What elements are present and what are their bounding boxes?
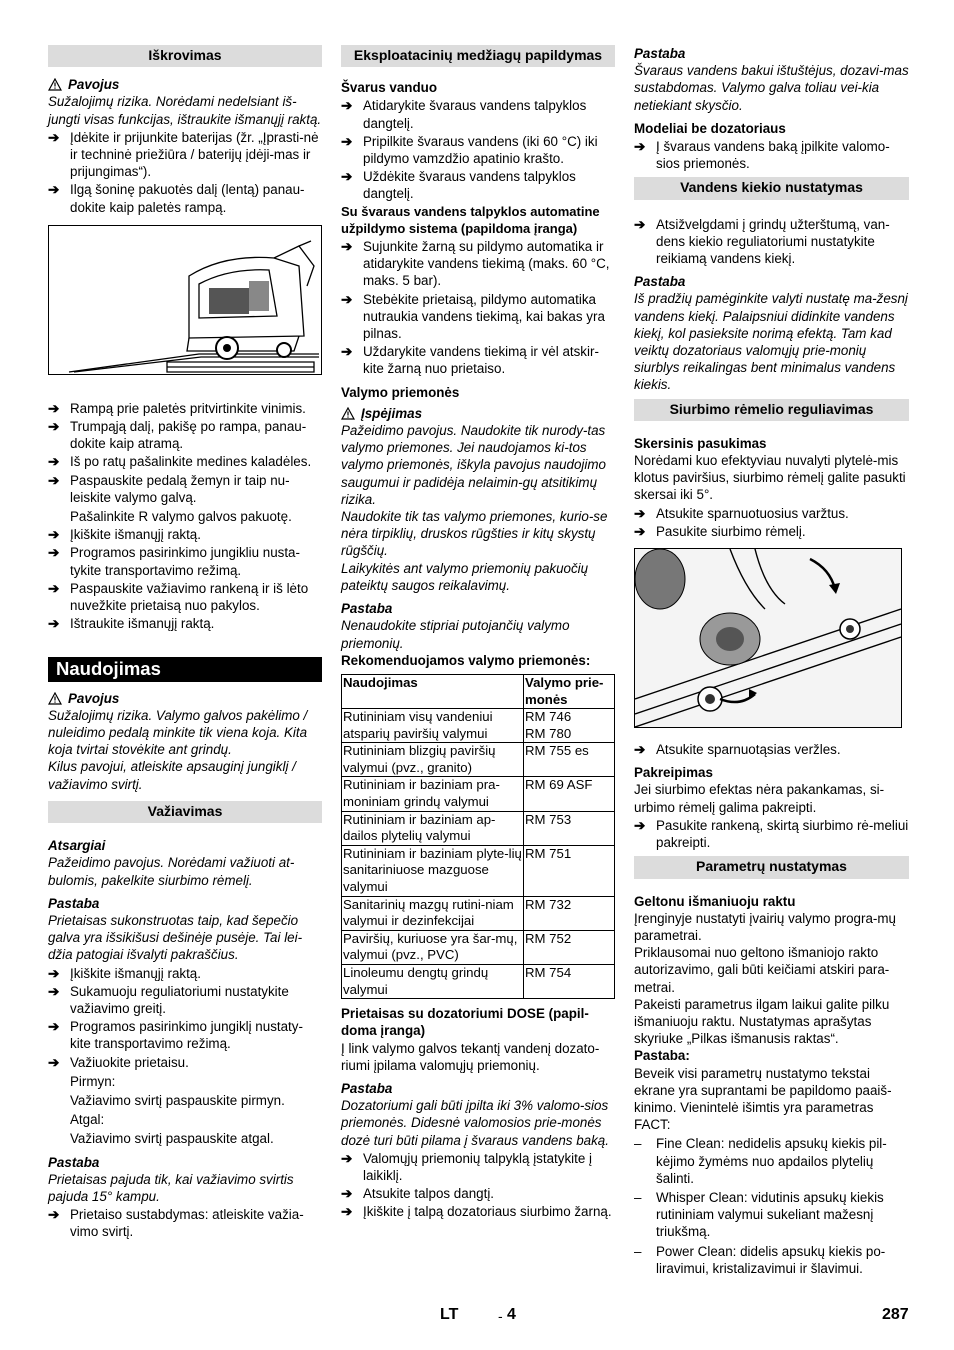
list-item: – Fine Clean: nedidelis apsukų kiekis pil-kėjimo žymėms nuo apdailos plytelių šalinti. (634, 1136, 887, 1186)
chapter-title-naudojimas: Naudojimas (48, 657, 322, 681)
list-item: ➔ Važiuokite prietaisu. (48, 1054, 189, 1070)
table-cell: RM 746 RM 780 (524, 709, 615, 743)
step-list (341, 1150, 615, 1221)
table-row (342, 777, 615, 811)
subheading-auto-fill: Su švaraus vandens talpyklos automatine užpildymo sistema (papildoma įranga) (341, 203, 600, 236)
paragraph: Pakeisti parametrus ilgam laikui galite pilku išmaniuoju raktu. Nustatymas aprašytas skyriuke „Pilkas išmanusis raktas“. (634, 996, 890, 1047)
note-label: Pastaba (634, 46, 686, 61)
step-list (634, 505, 909, 540)
backward-label: Atgal: (70, 1112, 105, 1128)
squeegee-illustration (635, 549, 901, 727)
step-list (341, 238, 615, 378)
list-item: ➔ Atidarykite švaraus vandens talpyklos dangtelį. (341, 98, 587, 131)
paragraph: Priklausomai nuo geltono išmaniojo rakto autorizavimo, gali būti keičiami atskiri para-metrai. (634, 945, 890, 995)
figure-pallet (48, 225, 322, 375)
list-item: ➔ Atsukite talpos dangtį. (341, 1186, 495, 1202)
table-cell: Linoleumu dengtų grindų valymui (342, 965, 524, 999)
detergent-table (341, 674, 615, 999)
subheading-valymo-priemones: Valymo priemonės (341, 384, 460, 400)
warning-triangle-icon (341, 407, 355, 420)
caution-text: Pažeidimo pavojus. Norėdami važiuoti at-bulomis, pakelkite siurbimo rėmelį. (48, 855, 295, 888)
table-cell: RM 752 (524, 930, 615, 964)
backward-text: Važiavimo svirtį paspauskite atgal. (70, 1131, 274, 1147)
warning-text: Naudokite tik tas valymo priemones, kurio-se nėra tirpiklių, druskos rūgšties ir kitų skystų rūgščių. (341, 509, 608, 559)
note-text: Švaraus vandens bakui ištuštėjus, dozavi-mas sustabdomas. Valymo galva toliau vei-kia netiekiant skysčio. (634, 63, 909, 113)
fact-list (634, 1135, 909, 1277)
section-heading-papildymas: Eksploatacinių medžiagų papildymas (341, 45, 615, 67)
note-text: Prietaisas sukonstruotas taip, kad šepečio galva yra išsikišusi dešinėje pusėje. Tai lei-džia patogiai išvalyti pakraščius. (48, 912, 303, 963)
warning-label: Pavojus (68, 77, 120, 93)
list-item: ➔ Trumpąją dalį, pakišę po rampa, panau-dokite kaip atramą. (48, 419, 307, 452)
forward-label: Pirmyn: (70, 1073, 116, 1089)
subheading-pakreipimas: Pakreipimas (634, 765, 713, 781)
list-item: ➔ Įkiškite išmanųjį raktą. (48, 527, 201, 543)
table-cell: Sanitarinių mazgų rutini-niam valymui ir dezinfekcijai (342, 896, 524, 930)
scrubber-machine-illustration (49, 226, 321, 374)
list-item: ➔ Paspauskite važiavimo rankeną ir iš lėto nuvežkite prietaisą nuo pakylos. (48, 580, 309, 614)
danger-warning (48, 690, 322, 707)
note-label: Pastaba (48, 1154, 100, 1170)
cross-text: Norėdami kuo efektyviau nuvalyti plytelė-mis klotus paviršius, siurbimo rėmelį galite pasukti skersai iki 5°. (634, 453, 906, 503)
subheading-no-dose: Modeliai be dozatoriaus (634, 120, 786, 136)
column-right (634, 45, 909, 1277)
note-text: Beveik visi parametrų nustatymo tekstai ekrane yra suprantami be papildomo paaiš-kinimo. Vienintelė išimtis yra parametras FACT: (634, 1065, 892, 1133)
step-list (48, 965, 322, 1071)
table-row (342, 811, 615, 845)
subheading-dose: Prietaisas su dozatoriumi DOSE (papil-doma įranga) (341, 1006, 589, 1039)
note-label: Pastaba (341, 1081, 393, 1096)
caution-warning (341, 405, 615, 422)
step-list (634, 741, 909, 758)
table-cell: Rutininiam ir baziniam plyte-lių sanitariniuose mazguose valymui (342, 845, 524, 896)
subheading-svarus-vanduo: Švarus vanduo (341, 80, 437, 96)
list-item: ➔ Stebėkite prietaisą, pildymo automatika nutraukia vandens tiekimą, kai bakas yra pilnas. (341, 291, 605, 342)
step-list (48, 400, 322, 506)
table-row (342, 896, 615, 930)
danger-warning (48, 76, 322, 93)
warning-label: Įspėjimas (361, 405, 423, 421)
table-cell: RM 69 ASF (524, 777, 615, 811)
table-cell: RM 751 (524, 845, 615, 896)
list-item: ➔ Įdėkite ir prijunkite baterijas (žr. „Įprasti-nė ir techninė priežiūra / baterijų įdėji-mas ir prijungimas“). (48, 129, 319, 180)
list-item: ➔ Uždėkite švaraus vandens talpyklos dangtelį. (341, 169, 576, 202)
step-list (634, 216, 909, 268)
table-row (342, 709, 615, 743)
table-cell: RM 732 (524, 896, 615, 930)
note-text: Nenaudokite stipriai putojančių valymo priemonių. (341, 618, 570, 651)
table-header: Valymo prie-monės (524, 674, 615, 708)
list-item: ➔ Rampą prie paletės pritvirtinkite vinimis. (48, 400, 306, 416)
table-row (342, 965, 615, 999)
list-item: ➔ Sujunkite žarną su pildymo automatika ir atidarykite vandens tiekimą (maks. 60 °C, maks. 5 bar). (341, 239, 610, 289)
warning-text: Laikykitės ant valymo priemonių pakuočių pateiktų saugos reikalavimų. (341, 560, 589, 593)
table-cell: Rutininiam ir baziniam pra-moniniam grindų valymui (342, 777, 524, 811)
table-cell: Rutininiam ir baziniam ap-dailos plytelių valymui (342, 811, 524, 845)
section-heading-siurbimo-remelis: Siurbimo rėmelio reguliavimas (634, 399, 909, 421)
list-item: ➔ Pasukite rankeną, skirtą siurbimo rė-meliui pakreipti. (634, 817, 909, 851)
recommended-heading: Rekomenduojamos valymo priemonės: (341, 652, 591, 668)
table-header-row (342, 674, 615, 708)
table-cell: RM 755 es (524, 743, 615, 777)
list-item: ➔ Programos pasirinkimo jungiklį nustaty-kite transportavimo režimą. (48, 1019, 303, 1052)
table-cell: Rutininiam blizgių paviršių valymui (pvz., granito) (342, 743, 524, 777)
list-item: ➔ Įkiškite į talpą dozatoriaus siurbimo žarną. (341, 1204, 612, 1220)
list-item: ➔ Ištraukite išmanųjį raktą. (48, 616, 215, 632)
dose-text: Į link valymo galvos tekantį vandenį dozato-riumi įpilama valomųjų priemonių. (341, 1040, 600, 1073)
column-middle (341, 45, 615, 1221)
table-row (342, 930, 615, 964)
list-item: ➔ Pasukite siurbimo rėmelį. (634, 523, 806, 539)
table-cell: Rutininiam visų vandeniui atsparių paviršių valymui (342, 709, 524, 743)
list-item: ➔ Valomųjų priemonių talpyklą įstatykite į laikiklį. (341, 1150, 592, 1184)
list-item: ➔ Atsukite sparnuotąsias veržles. (634, 742, 841, 758)
page-number: 287 (882, 1306, 909, 1323)
note-text: Dozatoriumi gali būti įpilta iki 3% valomo-sios priemonės. Didesnė valomosios prie-monės dozė turi būti pilama į švaraus vandens baką. (341, 1098, 609, 1148)
tilt-text: Jei siurbimo efektas nėra pakankamas, si-urbimo rėmelį galima pakreipti. (634, 782, 885, 815)
footer-separator: - (498, 1308, 503, 1324)
table-row (342, 845, 615, 896)
section-heading-iskrovimas: Iškrovimas (48, 45, 322, 67)
note-label: Pastaba (341, 601, 393, 617)
list-item: ➔ Iš po ratų pašalinkite medines kaladėles. (48, 454, 312, 470)
warning-text: Kilus pavojui, atleiskite apsauginį jungiklį / važiavimo svirtį. (48, 759, 296, 792)
note-text: Iš pradžių pamėginkite valyti nustatę ma-žesnį vandens kiekį. Palaipsniui didinkite vandens kiekį, kol pasieksite norimą efektą. Tam kad veiktų dozatoriaus valomųjų prie-monių siurblys reikalingas bent minimalus vandens kiekis. (634, 291, 908, 393)
forward-text: Važiavimo svirtį paspauskite pirmyn. (70, 1092, 285, 1108)
section-heading-vaziavimas: Važiavimas (48, 801, 322, 823)
warning-triangle-icon (48, 78, 62, 91)
step-list (341, 97, 615, 202)
list-item: ➔ Prietaiso sustabdymas: atleiskite važia-vimo svirtį. (48, 1207, 304, 1240)
list-item: – Whisper Clean: vidutinis apsukų kiekis rutininiam valymui sukeliant mažesnį triukšmą. (634, 1189, 884, 1240)
warning-text: Sužalojimų rizika. Valymo galvos pakėlimo / nuleidimo pedalą minkite tik viena koja. Kita koja tvirtai stovėkite ant grindų. (48, 707, 308, 758)
table-cell: Paviršių, kuriuose yra šar-mų, valymui (pvz., PVC) (342, 930, 524, 964)
list-item: ➔ Į švaraus vandens baką įpilkite valomo-sios priemonės. (634, 139, 890, 172)
warning-label: Pavojus (68, 690, 120, 706)
table-cell: RM 753 (524, 811, 615, 845)
subheading-geltonas-raktas: Geltonu išmaniuoju raktu (634, 893, 796, 909)
list-item: ➔ Programos pasirinkimo jungikliu nusta-tykite transportavimo režimą. (48, 545, 300, 578)
warning-text: Pažeidimo pavojus. Naudokite tik nurody-tas valymo priemones. Jei naudojamos ki-tos valymo priemonės, iškyla pavojus naudojimo saugumui ir padidėja nelaimin-gų atsitikimų rizika. (341, 423, 606, 507)
step-list (48, 526, 322, 632)
figure-squeegee (634, 548, 902, 728)
warning-triangle-icon (48, 692, 62, 705)
list-item: ➔ Ilgą šoninę pakuotės dalį (lentą) panau-dokite kaip paletės rampą. (48, 182, 305, 215)
step-list (634, 817, 909, 851)
caution-label: Atsargiai (48, 838, 106, 854)
paragraph: Įrenginyje nustatyti įvairių valymo progra-mų parametrai. (634, 910, 896, 943)
footer-language: LT (440, 1306, 459, 1323)
list-item: ➔ Atsižvelgdami į grindų užterštumą, van-dens kiekio reguliatoriumi nustatykite reikiamą vandens kiekį. (634, 216, 890, 267)
list-item: ➔ Paspauskite pedalą žemyn ir taip nu-leiskite valymo galvą. (48, 472, 290, 505)
step-list (48, 129, 322, 216)
step-list (634, 138, 909, 172)
list-item: ➔ Sukamuoju reguliatoriumi nustatykite važiavimo greitį. (48, 983, 289, 1016)
step-list (48, 1206, 322, 1240)
list-item: ➔ Pripilkite švaraus vandens (iki 60 °C) iki pildymo vamzdžio apatinio krašto. (341, 133, 598, 167)
table-header: Naudojimas (342, 674, 524, 708)
note-label: Pastaba: (634, 1048, 690, 1064)
step-note: Pašalinkite R valymo galvos pakuotę. (70, 509, 292, 525)
note-label: Pastaba (634, 274, 686, 290)
section-heading-parametrai: Parametrų nustatymas (634, 856, 909, 878)
subheading-skersinis: Skersinis pasukimas (634, 435, 767, 451)
footer-section-number: 4 (507, 1306, 516, 1323)
list-item: – Power Clean: didelis apsukų kiekis po-liravimui, kristalizavimui ir šlavimui. (634, 1243, 886, 1276)
warning-text: Sužalojimų rizika. Norėdami nedelsiant iš-jungti visas funkcijas, ištraukite išmanųjį raktą. (48, 94, 322, 127)
list-item: ➔ Atsukite sparnuotuosius varžtus. (634, 505, 849, 521)
section-heading-vandens-kiekis: Vandens kiekio nustatymas (634, 177, 909, 199)
list-item: ➔ Uždarykite vandens tiekimą ir vėl atskir-kite žarną nuo prietaiso. (341, 344, 599, 377)
list-item: ➔ Įkiškite išmanųjį raktą. (48, 965, 201, 981)
table-row (342, 743, 615, 777)
table-cell: RM 754 (524, 965, 615, 999)
note-text: Prietaisas pajuda tik, kai važiavimo svirtis pajuda 15° kampu. (48, 1171, 294, 1204)
note-label: Pastaba (48, 895, 100, 911)
column-left (48, 45, 322, 1241)
